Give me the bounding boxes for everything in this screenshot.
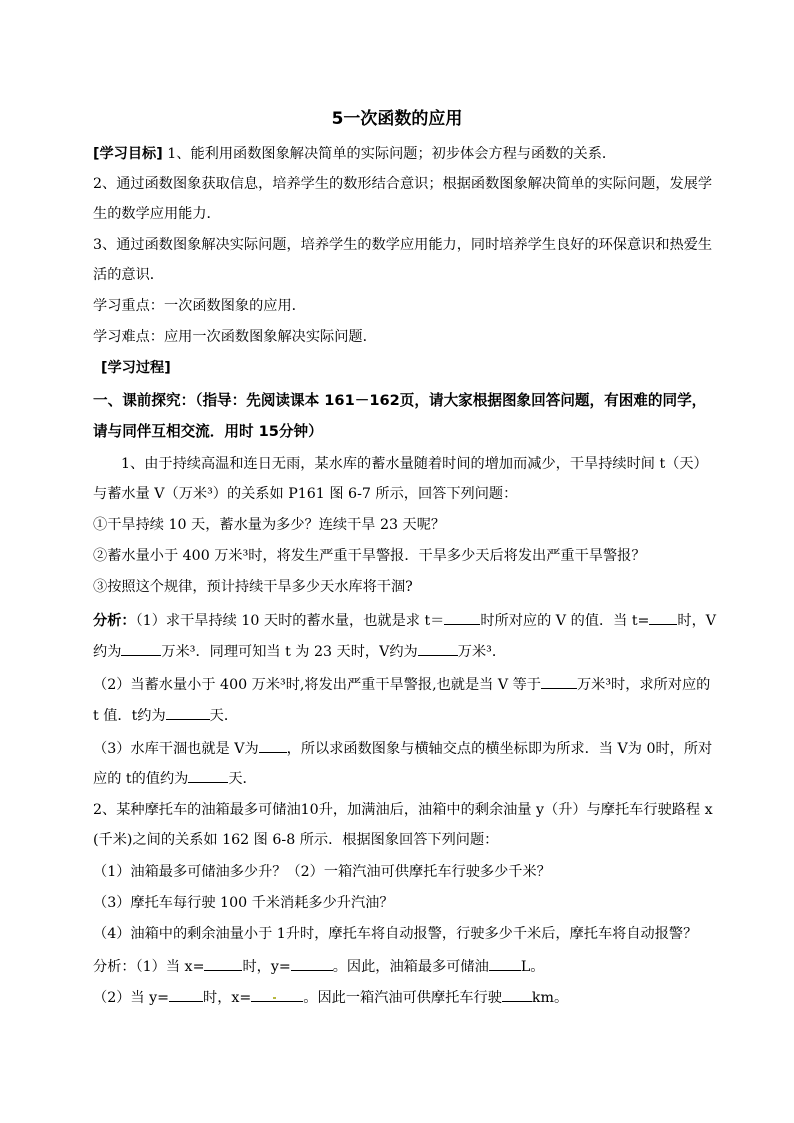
analysis-text: 万米³． xyxy=(457,644,507,660)
problem-2-line-1: 2、某种摩托车的油箱最多可储油10升，加满油后，油箱中的剩余油量 y（升）与摩托车行驶路程 x xyxy=(93,802,713,818)
goals-tag: [学习目标] xyxy=(93,146,163,162)
analysis-b-line-2 xyxy=(93,987,568,1008)
analysis-text: L。 xyxy=(520,959,545,975)
learning-goal-2-line-1: 2、通过函数图象获取信息，培养学生的数形结合意识；根据函数图象解决简单的实际问题，发展学 xyxy=(93,176,713,192)
goal-1-text: 1、能利用函数图象解决简单的实际问题；初步体会方程与函数的关系． xyxy=(167,146,617,162)
answer-blank[interactable] xyxy=(418,641,458,656)
problem-2-line-2: (千米)之间的关系如 162 图 6-8 所示．根据图象回答下列问题： xyxy=(93,832,499,848)
analysis-text: 时，y= xyxy=(242,959,291,975)
answer-blank[interactable] xyxy=(444,610,480,625)
problem-1-question-3: ③按照这个规律，预计持续干旱多少天水库将干涸? xyxy=(93,579,413,595)
analysis-text: 分析：（1）当 x= xyxy=(93,959,205,975)
analysis-text: 时所对应的 V 的值．当 t= xyxy=(480,613,650,629)
problem-1-line-1: 1、由于持续高温和连日无雨，某水库的蓄水量随着时间的增加而减少，干旱持续时间 t（天） xyxy=(121,456,708,472)
analysis-2-line-2 xyxy=(93,705,238,726)
analysis-1-line-2 xyxy=(93,641,506,662)
answer-blank[interactable] xyxy=(649,610,677,625)
analysis-text: （1）求干旱持续 10 天时的蓄水量，也就是求 t＝ xyxy=(135,613,445,629)
answer-blank[interactable] xyxy=(502,987,532,1002)
section-1-line-1: 一、课前探究：（指导：先阅读课本 161－162页，请大家根据图象回答问题，有困难的同学， xyxy=(93,392,707,409)
analysis-1-line-1 xyxy=(93,610,716,631)
difficulty-point: 学习难点：应用一次函数图象解决实际问题． xyxy=(93,329,377,345)
problem-1-question-1: ①干旱持续 10 天，蓄水量为多少？连续干旱 23 天呢？ xyxy=(93,517,446,533)
analysis-text: 。因此，油箱最多可储油 xyxy=(332,959,489,975)
learning-goal-1 xyxy=(93,144,616,164)
learning-goal-2-line-2: 生的数学应用能力． xyxy=(93,206,221,222)
answer-blank[interactable] xyxy=(169,987,203,1002)
analysis-3-line-1 xyxy=(93,738,712,759)
analysis-text: （3）水库干涸也就是 V为 xyxy=(93,741,259,757)
key-point: 学习重点：一次函数图象的应用． xyxy=(93,298,306,314)
analysis-text: 。因此一箱汽油可供摩托车行驶 xyxy=(303,990,502,1006)
analysis-2-line-1 xyxy=(93,674,710,695)
analysis-text: t 值．t约为 xyxy=(93,708,166,724)
answer-blank[interactable] xyxy=(291,956,333,971)
analysis-text: （2）当蓄水量小于 400 万米³时,将发出严重干旱警报,也就是当 V 等于 xyxy=(93,677,541,693)
answer-blank[interactable] xyxy=(259,738,287,753)
analysis-text: 时，V xyxy=(677,613,717,629)
section-1-line-2: 请与同伴互相交流．用时 15分钟） xyxy=(93,423,323,440)
answer-blank[interactable] xyxy=(166,705,210,720)
answer-blank[interactable] xyxy=(251,987,303,1002)
stray-mark xyxy=(273,997,276,999)
analysis-text: 天． xyxy=(228,771,257,787)
answer-blank[interactable] xyxy=(541,674,577,689)
problem-2-question-3: （3）摩托车每行驶 100 千米消耗多少升汽油？ xyxy=(93,895,394,911)
answer-blank[interactable] xyxy=(204,956,242,971)
analysis-text: ，所以求函数图象与横轴交点的横坐标即为所求．当 V为 0时，所对 xyxy=(286,741,713,757)
answer-blank[interactable] xyxy=(121,641,161,656)
analysis-text: 万米³时，求所对应的 xyxy=(576,677,711,693)
analysis-text: 时，x= xyxy=(203,990,252,1006)
analysis-3-line-2 xyxy=(93,768,257,789)
analysis-text: （2）当 y= xyxy=(93,990,170,1006)
problem-1-line-2: 与蓄水量 V（万米³）的关系如 P161 图 6-7 所示，回答下列问题： xyxy=(93,486,518,502)
page-title: 5一次函数的应用 xyxy=(331,109,463,129)
learning-goal-3-line-2: 活的意识． xyxy=(93,267,164,283)
analysis-text: 万米³．同理可知当 t 为 23 天时，V约为 xyxy=(161,644,418,660)
answer-blank[interactable] xyxy=(188,768,228,783)
analysis-text: km。 xyxy=(531,990,569,1006)
analysis-label: 分析： xyxy=(93,613,136,629)
analysis-text: 约为 xyxy=(93,644,122,660)
problem-1-question-2: ②蓄水量小于 400 万米³时，将发生严重干旱警报．干旱多少天后将发出严重干旱警报？ xyxy=(93,548,646,564)
analysis-text: 天． xyxy=(209,708,239,724)
process-tag: [学习过程] xyxy=(101,360,171,376)
problem-2-question-1-2: （1）油箱最多可储油多少升？（2）一箱汽油可供摩托车行驶多少千米？ xyxy=(93,864,551,880)
answer-blank[interactable] xyxy=(489,956,521,971)
learning-goal-3-line-1: 3、通过函数图象解决实际问题，培养学生的数学应用能力，同时培养学生良好的环保意识和热爱生 xyxy=(93,237,713,253)
analysis-text: 应的 t的值约为 xyxy=(93,771,189,787)
problem-2-question-4: （4）油箱中的剩余油量小于 1升时，摩托车将自动报警，行驶多少千米后，摩托车将自动报警？ xyxy=(93,926,698,942)
analysis-b-line-1 xyxy=(93,956,544,977)
